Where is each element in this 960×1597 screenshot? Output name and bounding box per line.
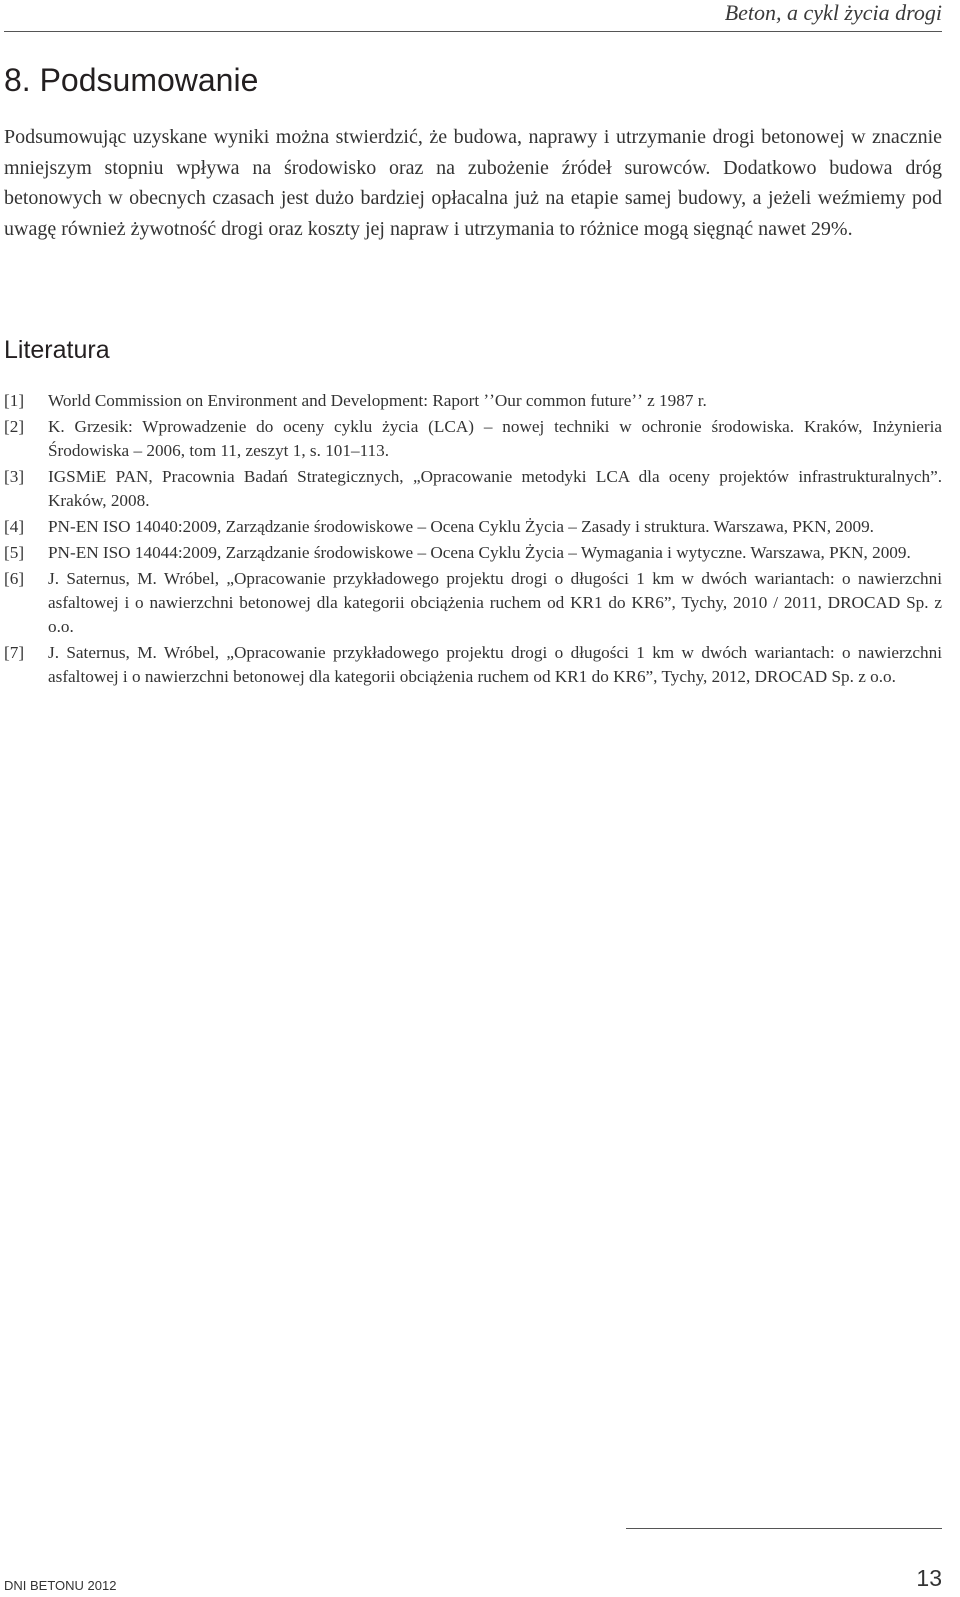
reference-text: PN-EN ISO 14040:2009, Zarządzanie środowiskowe – Ocena Cyklu Życia – Zasady i struktura. Warszawa, PKN, 2009. xyxy=(48,517,874,536)
section-title: 8. Podsumowanie xyxy=(4,62,259,98)
reference-list xyxy=(4,389,942,691)
summary-paragraph: Podsumowując uzyskane wyniki można stwierdzić, że budowa, naprawy i utrzymanie drogi betonowej w znacznie mniejszym stopniu wpływa na środowisko oraz na zubożenie źródeł surowców. Dodatkowo budowa dróg betonowych w obecnych czasach jest dużo bardziej opłacalna już na etapie samej budowy, a jeżeli weźmiemy pod uwagę również żywotność drogi oraz koszty jej napraw i utrzymania to różnice mogą sięgnąć nawet 29%. xyxy=(4,126,942,240)
footer-rule xyxy=(626,1528,942,1529)
reference-number: [2] xyxy=(4,417,25,436)
reference-text: K. Grzesik: Wprowadzenie do oceny cyklu życia (LCA) – nowej techniki w ochronie środowiska. Kraków, Inżynieria Środowiska – 2006, tom 11, zeszyt 1, s. 101–113. xyxy=(48,417,942,460)
reference-item xyxy=(4,567,942,639)
reference-number: [3] xyxy=(4,467,25,486)
footer-event-name: DNI BETONU 2012 xyxy=(4,1578,117,1593)
reference-number: [4] xyxy=(4,517,25,536)
reference-text: World Commission on Environment and Development: Raport ʼʼOur common futureʼʼ z 1987 r. xyxy=(48,391,707,410)
reference-number: [5] xyxy=(4,543,25,562)
reference-text: PN-EN ISO 14044:2009, Zarządzanie środowiskowe – Ocena Cyklu Życia – Wymagania i wytyczne. Warszawa, PKN, 2009. xyxy=(48,543,911,562)
reference-item xyxy=(4,415,942,463)
running-header: Beton, a cykl życia drogi xyxy=(724,0,942,25)
reference-item xyxy=(4,641,942,689)
reference-item xyxy=(4,465,942,513)
page-number: 13 xyxy=(916,1565,942,1591)
reference-number: [6] xyxy=(4,569,25,588)
header-rule xyxy=(4,31,942,32)
reference-text: J. Saternus, M. Wróbel, „Opracowanie przykładowego projektu drogi o długości 1 km w dwóch wariantach: o nawierzchni asfaltowej i o nawierzchni betonowej dla kategorii obciążenia ruchem od KR1 do KR6”, Tychy, 2010 / 2011, DROCAD Sp. z o.o. xyxy=(48,569,942,636)
literature-title: Literatura xyxy=(4,336,110,364)
reference-text: J. Saternus, M. Wróbel, „Opracowanie przykładowego projektu drogi o długości 1 km w dwóch wariantach: o nawierzchni asfaltowej i o nawierzchni betonowej dla kategorii obciążenia ruchem od KR1 do KR6”, Tychy, 2012, DROCAD Sp. z o.o. xyxy=(48,643,942,686)
reference-number: [1] xyxy=(4,391,25,410)
reference-item xyxy=(4,515,942,539)
reference-text: IGSMiE PAN, Pracownia Badań Strategicznych, „Opracowanie metodyki LCA dla oceny projektów infrastrukturalnych”. Kraków, 2008. xyxy=(48,467,942,510)
reference-item xyxy=(4,541,942,565)
reference-item xyxy=(4,389,942,413)
reference-number: [7] xyxy=(4,643,25,662)
